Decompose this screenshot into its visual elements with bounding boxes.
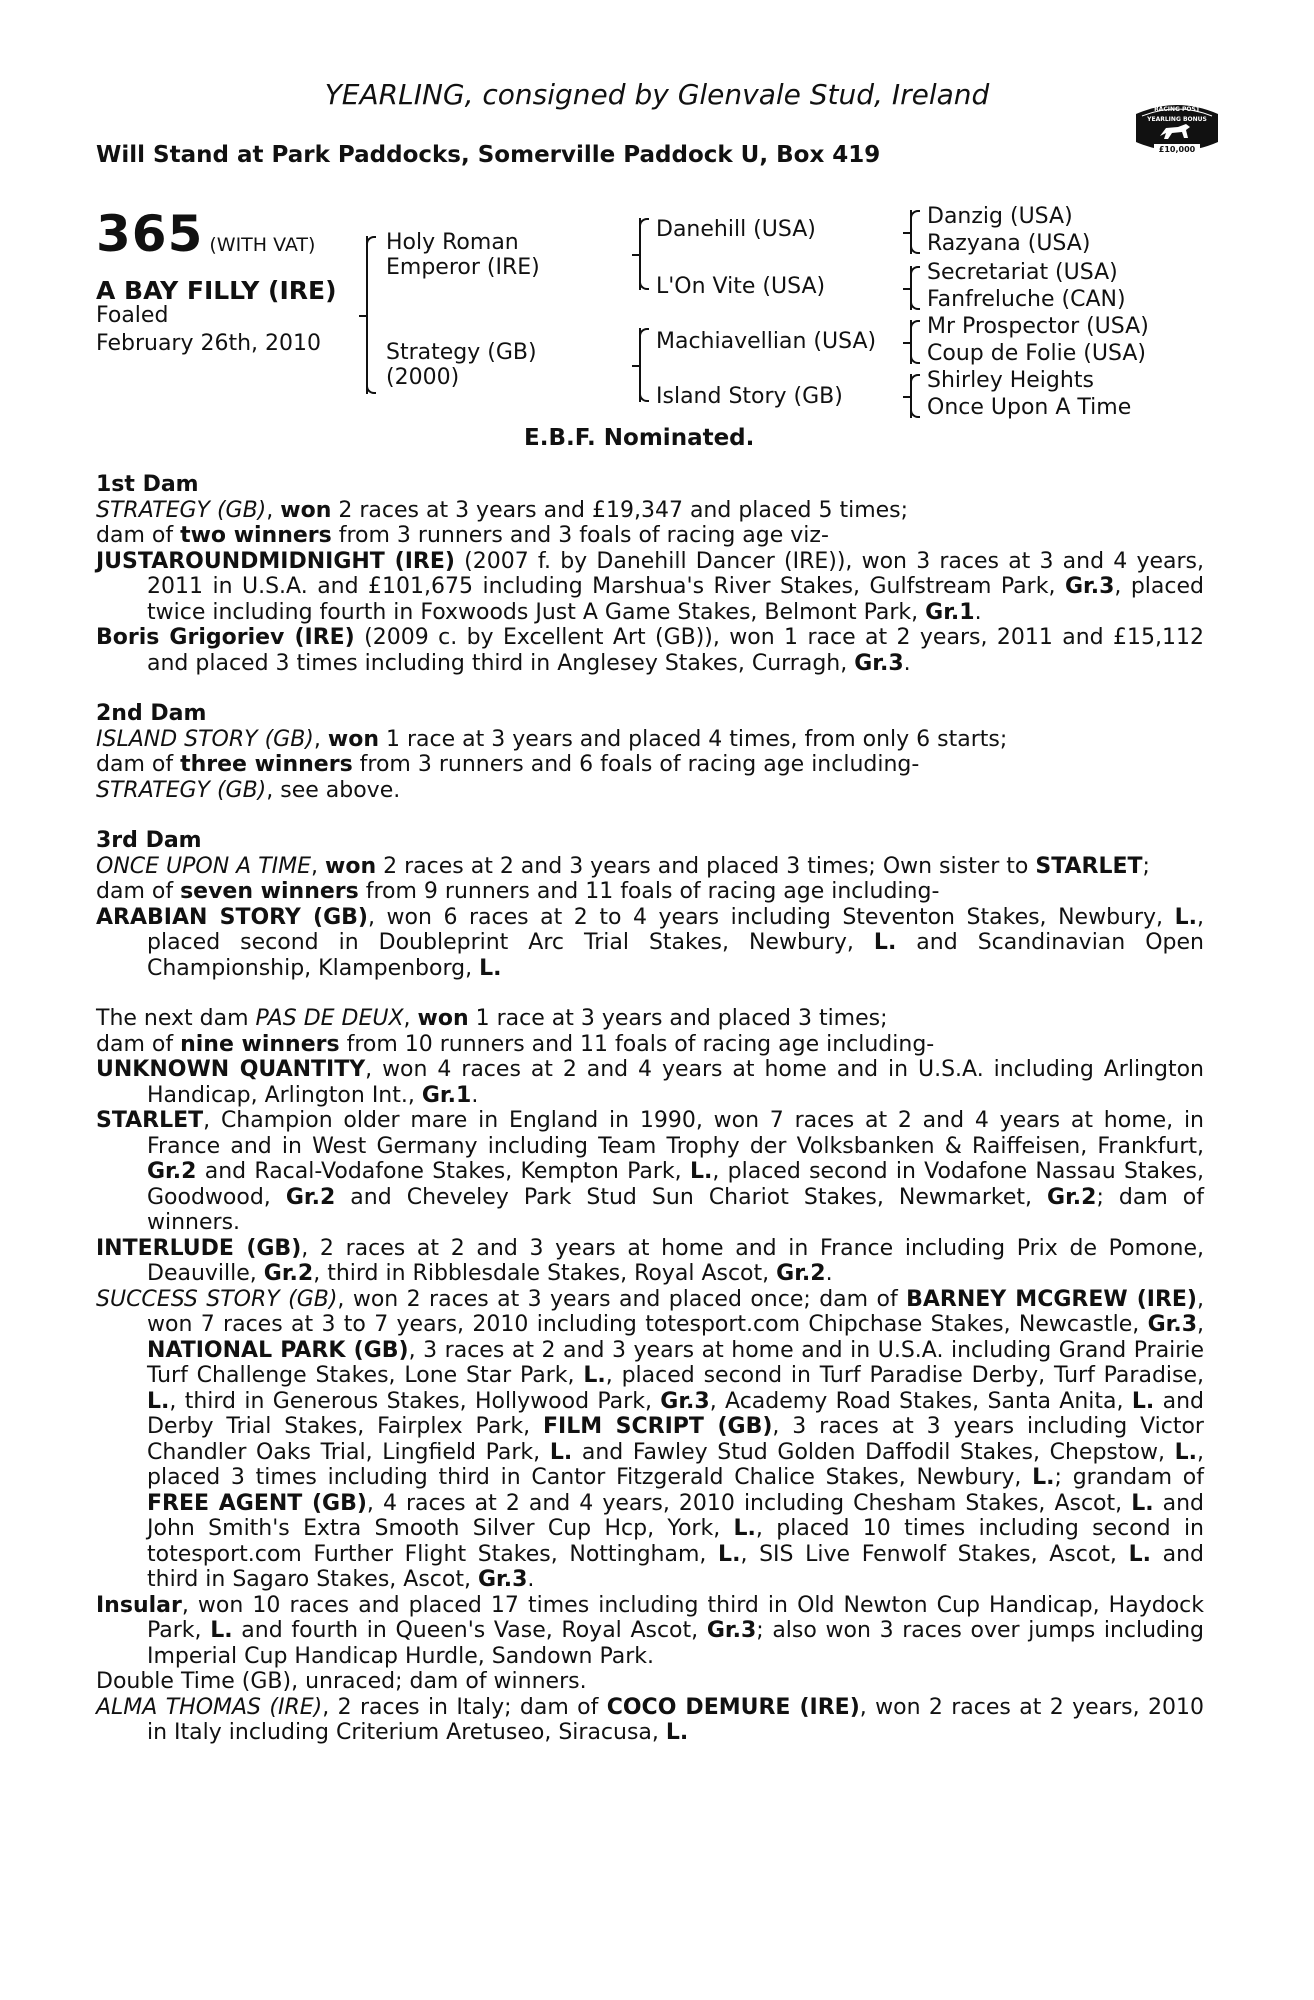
- svg-text:£10,000: £10,000: [1158, 145, 1196, 154]
- dd-dam: Once Upon A Time: [927, 395, 1132, 420]
- dam3-progeny-1: ARABIAN STORY (GB), won 6 races at 2 to 4 years including Steventon Stakes, Newbury, L., placed second in Doubleprint Arc Trial Stakes, Newbury, L. and Scandinavian Open Championship, Klampenborg, L.: [96, 904, 1204, 981]
- dam2-record: ISLAND STORY (GB), won 1 race at 3 years and placed 4 times, from only 6 starts;: [96, 726, 1008, 752]
- dam4-record: The next dam PAS DE DEUX, won 1 race at 3 years and placed 3 times;: [96, 1006, 888, 1031]
- dam4-progeny-starlet: STARLET, Champion older mare in England in 1990, won 7 races at 2 and 4 years at home, in France and in West Germany including Team Trophy der Volksbanken & Raiffeisen, Frankfurt, Gr.2 and Racal-Vodafone Stakes, Kempton Park, L., placed second in Vodafone Nassau Stakes, Goodwood, Gr.2 and Cheveley Park Stud Sun Chariot Stakes, Newmarket, Gr.2; dam of winners.: [96, 1108, 1205, 1235]
- dam-sire: Machiavellian (USA): [656, 329, 877, 354]
- lot-number: 365: [96, 205, 204, 263]
- yearling-bonus-logo: [1132, 94, 1222, 166]
- dam1-heading: 1st Dam: [96, 472, 199, 497]
- dam2-produce-summary: dam of three winners from 3 runners and 6 foals of racing age including-: [96, 752, 920, 777]
- dam4-produce-summary: dam of nine winners from 10 runners and 11 foals of racing age including-: [96, 1031, 935, 1057]
- page-title: YEARLING, consigned by Glenvale Stud, Ireland: [324, 78, 990, 111]
- dam3-produce-summary: dam of seven winners from 9 runners and 11 foals of racing age including-: [96, 879, 940, 904]
- dam3-heading: 3rd Dam: [96, 828, 202, 853]
- double-time-progeny-alma-thomas: ALMA THOMAS (IRE), 2 races in Italy; dam of COCO DEMURE (IRE), won 2 races at 2 years, 2010 in Italy including Criterium Aretuseo, Siracusa, L.: [96, 1694, 1204, 1745]
- dam-dam: Island Story (GB): [656, 384, 843, 409]
- pedigree-brace-1: [366, 236, 368, 394]
- dam2-heading: 2nd Dam: [96, 701, 207, 726]
- pedigree-brace-2: [639, 218, 641, 290]
- dam1-progeny-2: Boris Grigoriev (IRE) (2009 c. by Excellent Art (GB)), won 1 race at 2 years, 2011 and £15,112 and placed 3 times including third in Anglesey Stakes, Curragh, Gr.3.: [96, 625, 1204, 676]
- stand-location: Will Stand at Park Paddocks, Somerville Paddock U, Box 419: [96, 142, 881, 168]
- dam4-progeny-double-time: Double Time (GB), unraced; dam of winners.: [96, 1669, 587, 1694]
- foaled-date: February 26th, 2010: [96, 331, 322, 356]
- pedigree-brace-6: [910, 320, 912, 364]
- starlet-progeny-success-story: SUCCESS STORY (GB), won 2 races at 3 years and placed once; dam of BARNEY MCGREW (IRE), won 7 races at 3 to 7 years, 2010 including totesport.com Chipchase Stakes, Newcastle, Gr.3, NATIONAL PARK (GB), 3 races at 2 and 3 years at home and in U.S.A. including Grand Prairie Turf Challenge Stakes, Lone Star Park, L., placed second in Turf Paradise Derby, Turf Paradise, L., third in Generous Stakes, Hollywood Park, Gr.3, Academy Road Stakes, Santa Anita, L. and Derby Trial Stakes, Fairplex Park, FILM SCRIPT (GB), 3 races at 3 years including Victor Chandler Oaks Trial, Lingfield Park, L. and Fawley Stud Golden Daffodil Stakes, Chepstow, L., placed 3 times including third in Cantor Fitzgerald Chalice Stakes, Newbury, L.; grandam of FREE AGENT (GB), 4 races at 2 and 4 years, 2010 including Chesham Stakes, Ascot, L. and John Smith's Extra Smooth Silver Cup Hcp, York, L., placed 10 times including second in totesport.com Further Flight Stakes, Nottingham, L., SIS Live Fenwolf Stakes, Ascot, L. and third in Sagaro Stakes, Ascot, Gr.3.: [96, 1286, 1205, 1592]
- dam1-progeny-1: JUSTAROUNDMIDNIGHT (IRE) (2007 f. by Danehill Dancer (IRE)), won 3 races at 3 and 4 years, 2011 in U.S.A. and £101,675 including Marshua's River Stakes, Gulfstream Park, Gr.3, placed twice including fourth in Foxwoods Just A Game Stakes, Belmont Park, Gr.1.: [96, 548, 1205, 625]
- pedigree-brace-7: [910, 374, 912, 418]
- lot-number-block: [96, 205, 315, 263]
- foaled-info: [96, 302, 321, 358]
- dam-name: Strategy (GB) (2000): [386, 340, 537, 390]
- ds-dam: Coup de Folie (USA): [927, 341, 1146, 366]
- catalogue-body: [96, 472, 1204, 1746]
- sire-sire: Danehill (USA): [656, 217, 816, 242]
- sd-sire: Secretariat (USA): [927, 260, 1118, 285]
- sd-dam: Fanfreluche (CAN): [927, 287, 1126, 312]
- vat-label: (WITH VAT): [209, 234, 316, 256]
- ds-sire: Mr Prospector (USA): [927, 314, 1149, 339]
- sire-dam: L'On Vite (USA): [656, 274, 826, 299]
- pedigree-brace-3: [639, 328, 641, 402]
- pedigree-brace-4: [910, 210, 912, 254]
- ss-sire: Danzig (USA): [927, 204, 1073, 229]
- pedigree-brace-5: [910, 266, 912, 310]
- svg-text:YEARLING BONUS: YEARLING BONUS: [1147, 116, 1207, 123]
- sire-name: Holy Roman Emperor (IRE): [386, 230, 540, 280]
- dam4-progeny-insular: Insular, won 10 races and placed 17 times including third in Old Newton Cup Handicap, Haydock Park, L. and fourth in Queen's Vase, Royal Ascot, Gr.3; also won 3 races over jumps including Imperial Cup Handicap Hurdle, Sandown Park.: [96, 1592, 1205, 1669]
- ss-dam: Razyana (USA): [927, 231, 1091, 256]
- dd-sire: Shirley Heights: [927, 368, 1094, 393]
- starlet-progeny-interlude: INTERLUDE (GB), 2 races at 2 and 3 years at home and in France including Prix de Pomone, Deauville, Gr.2, third in Ribblesdale Stakes, Royal Ascot, Gr.2.: [96, 1235, 1204, 1286]
- dam3-record: ONCE UPON A TIME, won 2 races at 2 and 3 years and placed 3 times; Own sister to STARLET;: [96, 853, 1150, 879]
- foaled-label: Foaled: [96, 303, 169, 328]
- ebf-nominated: E.B.F. Nominated.: [524, 425, 755, 451]
- dam2-progeny-1: STRATEGY (GB), see above.: [96, 777, 401, 803]
- horse-name: A BAY FILLY (IRE): [96, 276, 337, 305]
- dam1-produce-summary: dam of two winners from 3 runners and 3 foals of racing age viz-: [96, 523, 829, 548]
- svg-text:RACING POST: RACING POST: [1154, 106, 1200, 113]
- dam4-progeny-unknown-quantity: UNKNOWN QUANTITY, won 4 races at 2 and 4 years at home and in U.S.A. including Arlington Handicap, Arlington Int., Gr.1.: [96, 1057, 1204, 1108]
- dam1-record: STRATEGY (GB), won 2 races at 3 years and £19,347 and placed 5 times;: [96, 497, 909, 523]
